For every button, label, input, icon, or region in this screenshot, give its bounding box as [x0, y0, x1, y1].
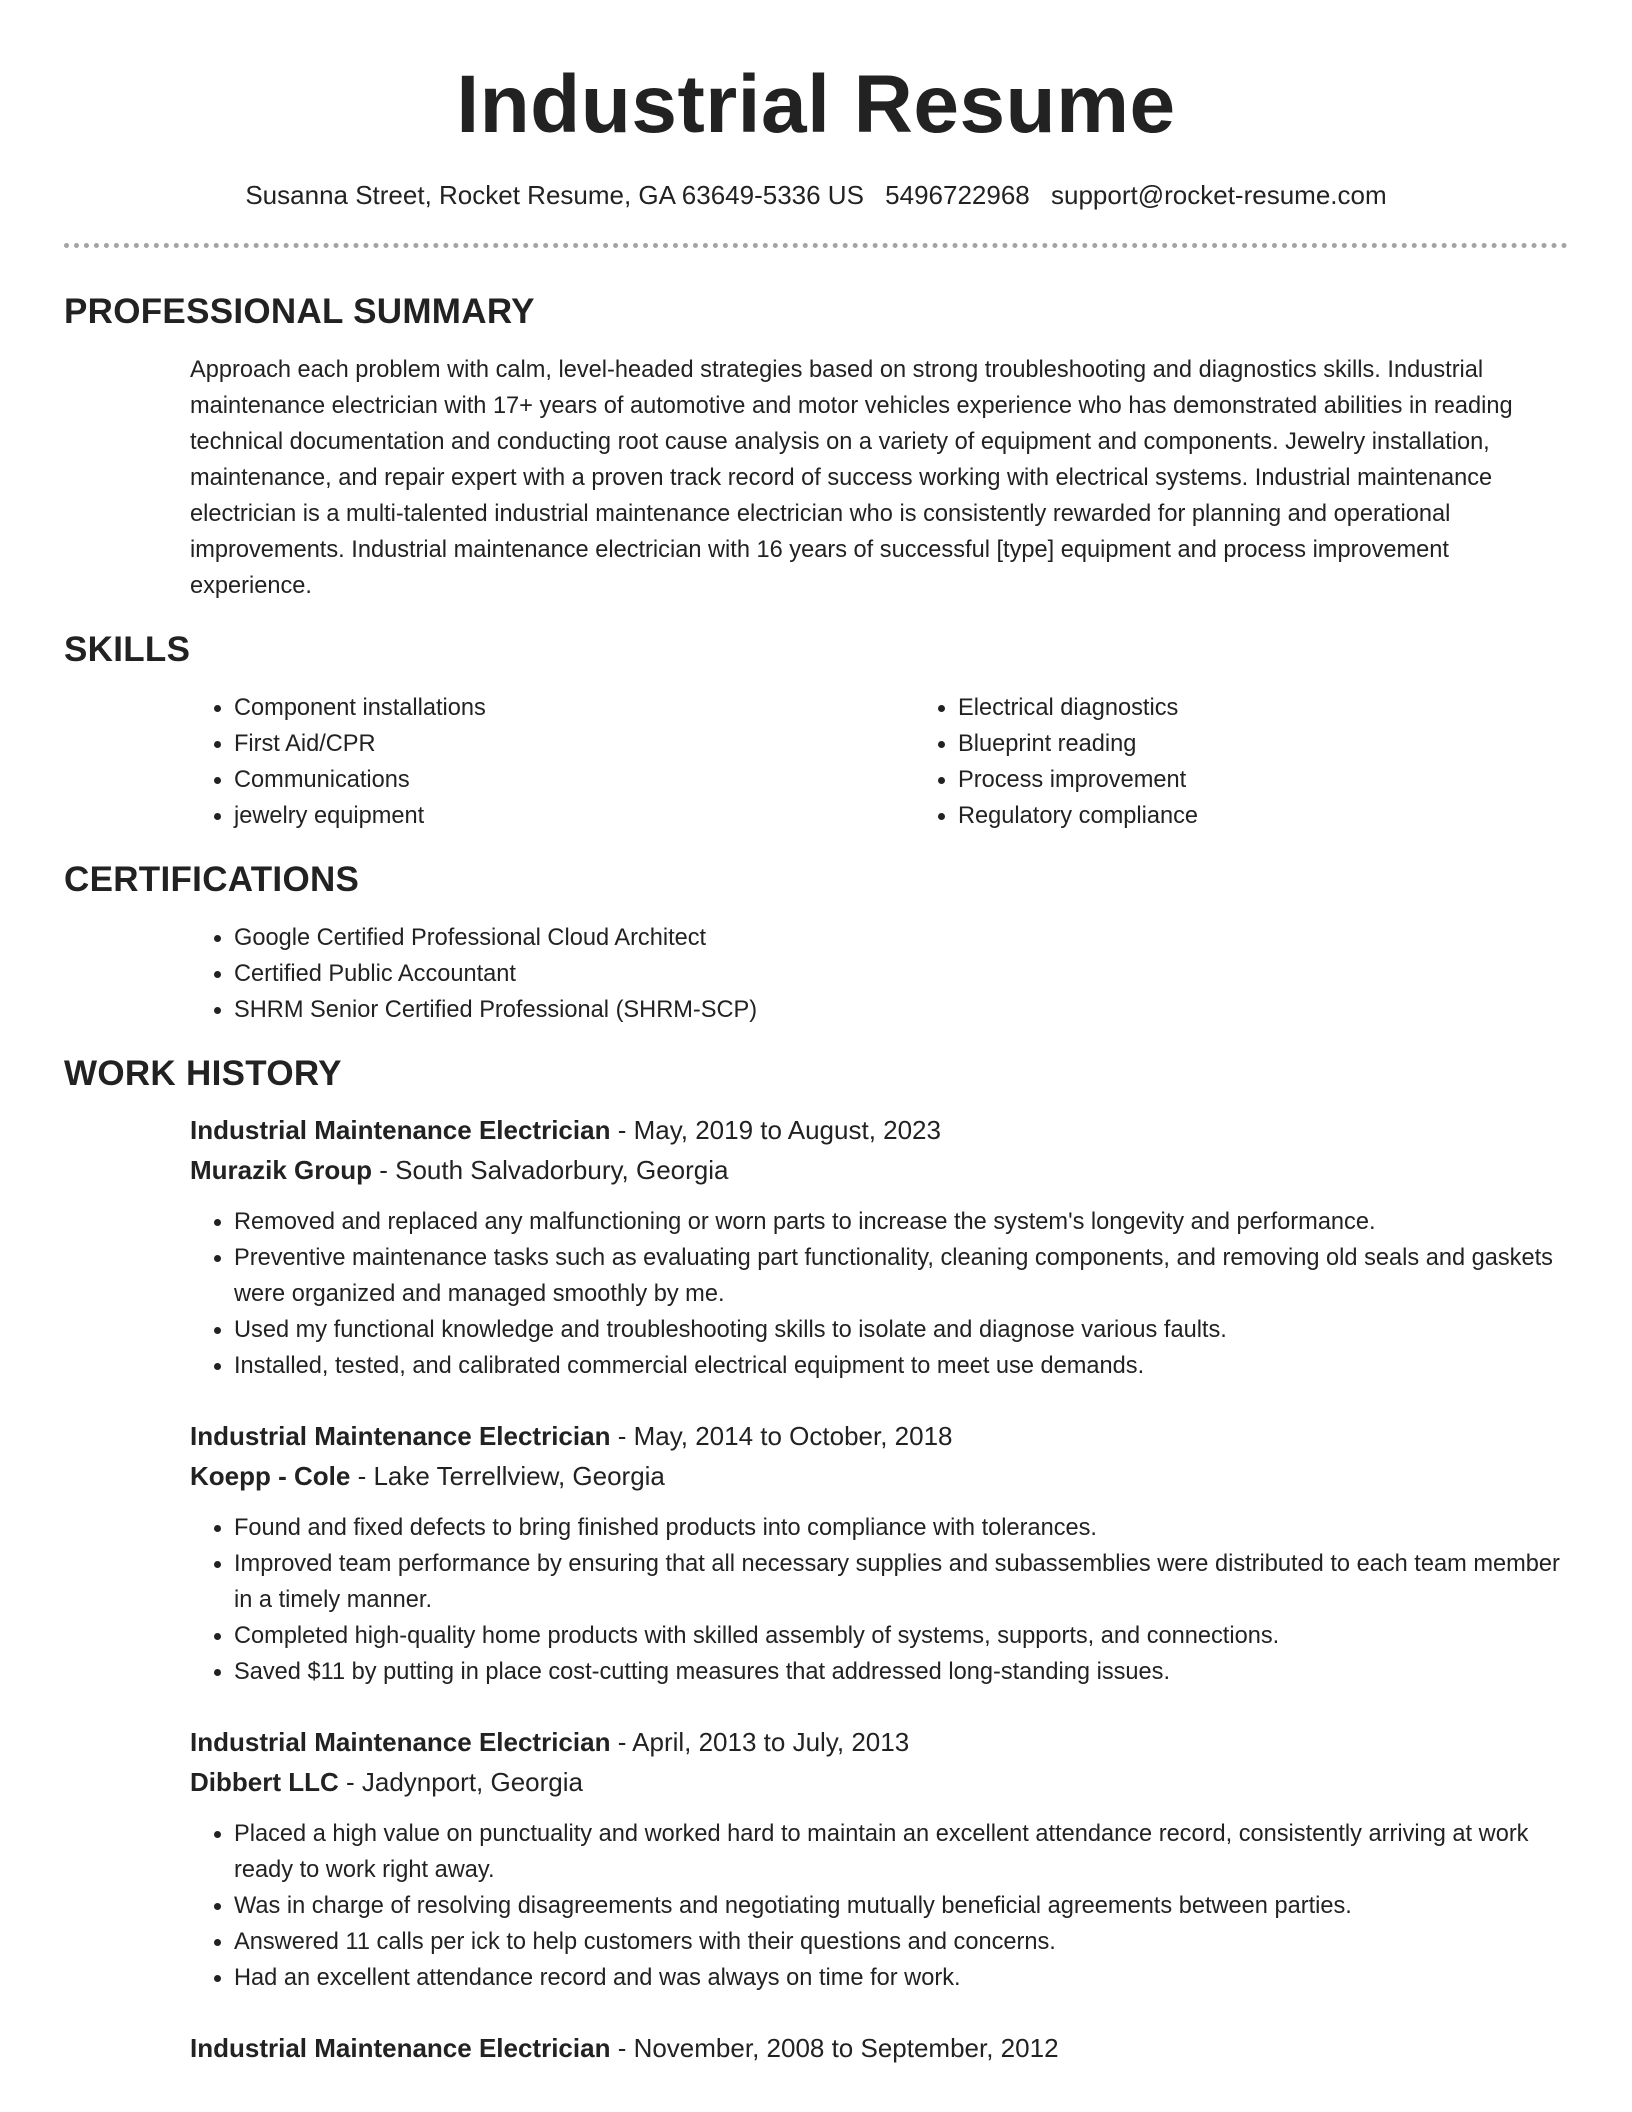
skill-item: • Regulatory compliance: [958, 798, 1632, 834]
job-bullets: [190, 1204, 1568, 1384]
job-entry: [190, 1110, 1568, 1384]
skill-item: • jewelry equipment: [234, 798, 914, 834]
skill-item: • Communications: [234, 762, 914, 798]
job-bullet: • Completed high-quality home products with skilled assembly of systems, supports, and connections.: [234, 1618, 1568, 1654]
job-dates: - May, 2014 to October, 2018: [610, 1421, 953, 1451]
job-company-line: [190, 1762, 1568, 1802]
summary-section: [190, 352, 1568, 604]
job-title-line: [190, 1110, 1568, 1150]
skill-item: • Component installations: [234, 690, 914, 726]
job-bullet: • Saved $11 by putting in place cost-cutting measures that addressed long-standing issues.: [234, 1654, 1568, 1690]
job-bullet: • Was in charge of resolving disagreements and negotiating mutually beneficial agreements between parties.: [234, 1888, 1568, 1924]
certification-item: • Google Certified Professional Cloud Architect: [234, 920, 1568, 956]
skills-section: [190, 690, 1568, 834]
job-dates: - May, 2019 to August, 2023: [610, 1115, 941, 1145]
job-entry: [190, 1722, 1568, 1996]
skills-list-left: [190, 690, 914, 834]
work-history-heading: WORK HISTORY: [64, 1054, 342, 1093]
job-dates: - April, 2013 to July, 2013: [610, 1727, 910, 1757]
job-bullet: • Installed, tested, and calibrated commercial electrical equipment to meet use demands.: [234, 1348, 1568, 1384]
job-bullet: • Answered 11 calls per ick to help customers with their questions and concerns.: [234, 1924, 1568, 1960]
contact-phone: 5496722968: [885, 180, 1030, 210]
job-bullet: • Removed and replaced any malfunctioning or worn parts to increase the system's longevity and performance.: [234, 1204, 1568, 1240]
job-company: Koepp - Cole: [190, 1461, 351, 1491]
summary-text: Approach each problem with calm, level-headed strategies based on strong troubleshooting and diagnostics skills. Industrial maintenance electrician with 17+ years of automotive and motor vehicles experience who has demonstrated abilities in reading technical documentation and conducting root cause analysis on a variety of equipment and components. Jewelry installation, maintenance, and repair expert with a proven track record of success working with electrical systems. Industrial maintenance electrician is a multi-talented industrial maintenance electrician who is consistently rewarded for planning and operational improvements. Industrial maintenance electrician with 16 years of successful [type] equipment and process improvement experience.: [190, 357, 1513, 599]
job-bullet: • Placed a high value on punctuality and worked hard to maintain an excellent attendance record, consistently arriving at work ready to work right away.: [234, 1816, 1568, 1888]
skill-item: • Process improvement: [958, 762, 1632, 798]
job-location: - Lake Terrellview, Georgia: [350, 1461, 665, 1491]
skill-item: • Electrical diagnostics: [958, 690, 1632, 726]
skill-item: • Blueprint reading: [958, 726, 1632, 762]
resume-title: Industrial Resume: [456, 59, 1176, 150]
job-company: Murazik Group: [190, 1155, 373, 1185]
job-entry: [190, 1416, 1568, 1690]
job-title-line: [190, 2028, 1568, 2068]
certification-item: • Certified Public Accountant: [234, 956, 1568, 992]
job-dates: - November, 2008 to September, 2012: [610, 2033, 1059, 2063]
job-bullet: • Found and fixed defects to bring finished products into compliance with tolerances.: [234, 1510, 1568, 1546]
job-title-line: [190, 1722, 1568, 1762]
contact-line: [64, 178, 1568, 212]
job-bullet: • Improved team performance by ensuring that all necessary supplies and subassemblies were distributed to each team member in a timely manner.: [234, 1546, 1568, 1618]
summary-heading: PROFESSIONAL SUMMARY: [64, 292, 535, 331]
work-history-section: [190, 1110, 1568, 2068]
job-company: Dibbert LLC: [190, 1767, 339, 1797]
certifications-list: [190, 920, 1568, 1028]
skills-heading: SKILLS: [64, 630, 191, 669]
skill-item: • First Aid/CPR: [234, 726, 914, 762]
job-entry: [190, 2028, 1568, 2068]
job-bullet: • Preventive maintenance tasks such as evaluating part functionality, cleaning components, and removing old seals and gaskets were organized and managed smoothly by me.: [234, 1240, 1568, 1312]
job-bullets: [190, 1510, 1568, 1690]
header-divider: [64, 243, 1568, 248]
contact-email: support@rocket-resume.com: [1051, 180, 1387, 210]
job-title: Industrial Maintenance Electrician: [190, 1421, 611, 1451]
job-location: - Jadynport, Georgia: [338, 1767, 583, 1797]
skills-list-right: [914, 690, 1632, 834]
job-company-line: [190, 1150, 1568, 1190]
contact-address: Susanna Street, Rocket Resume, GA 63649-5336 US: [245, 180, 864, 210]
job-company-line: [190, 1456, 1568, 1496]
certifications-section: [190, 920, 1568, 1028]
job-bullets: [190, 1816, 1568, 1996]
job-title: Industrial Maintenance Electrician: [190, 1727, 611, 1757]
job-title: Industrial Maintenance Electrician: [190, 1115, 611, 1145]
certifications-heading: CERTIFICATIONS: [64, 860, 360, 899]
job-bullet: • Had an excellent attendance record and was always on time for work.: [234, 1960, 1568, 1996]
certification-item: • SHRM Senior Certified Professional (SHRM-SCP): [234, 992, 1568, 1028]
job-location: - South Salvadorbury, Georgia: [372, 1155, 729, 1185]
job-title: Industrial Maintenance Electrician: [190, 2033, 611, 2063]
job-title-line: [190, 1416, 1568, 1456]
job-bullet: • Used my functional knowledge and troubleshooting skills to isolate and diagnose various faults.: [234, 1312, 1568, 1348]
